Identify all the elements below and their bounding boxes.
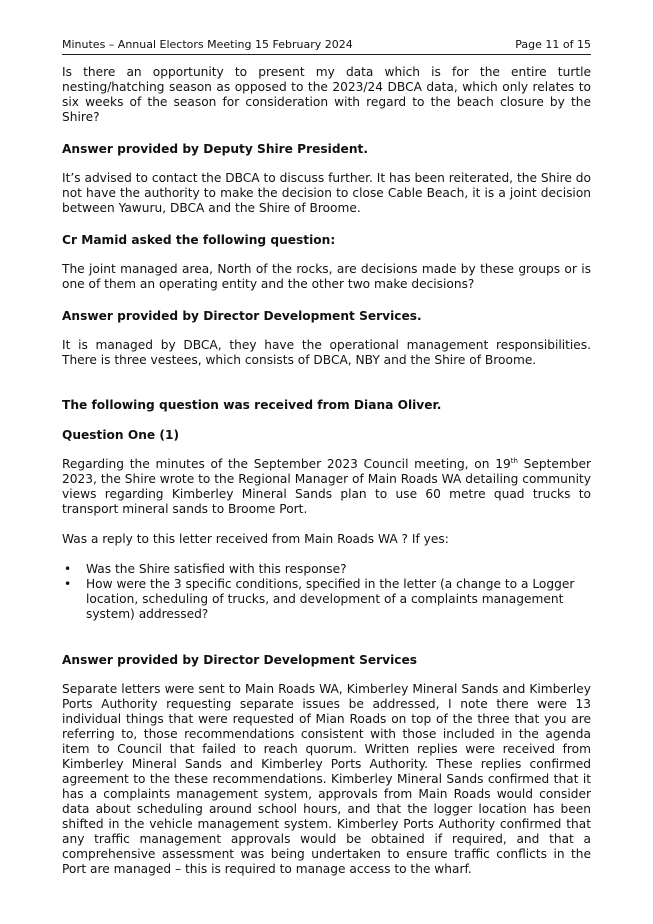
question-paragraph: Was a reply to this letter received from Main Roads WA ? If yes:: [62, 532, 449, 546]
answer-heading: Answer provided by Deputy Shire President.: [62, 142, 368, 156]
answer-paragraph: It’s advised to contact the DBCA to discuss further. It has been reiterated, the Shire do not have the authority to make the decision to close Cable Beach, it is a joint decision between Yawuru, DBCA and the Shire of Broome.: [62, 171, 591, 215]
question-paragraph: Is there an opportunity to present my data which is for the entire turtle nesting/hatching season as opposed to the 2023/24 DBCA data, which only relates to six weeks of the season for consideration with regard to the beach closure by the Shire?: [62, 65, 591, 124]
question-bullet-list: [62, 562, 591, 622]
bullet-icon: •: [64, 562, 72, 576]
bullet-icon: •: [64, 577, 72, 591]
question-text-start: Regarding the minutes of the September 2023 Council meeting, on 19: [62, 457, 511, 471]
list-item: [62, 577, 591, 622]
answer-heading: Answer provided by Director Development Services.: [62, 309, 422, 323]
answer-paragraph: Separate letters were sent to Main Roads WA, Kimberley Mineral Sands and Kimberley Ports Authority requesting separate issues be addressed, I note there were 13 individual things that were requested of Mian Roads on top of the three that you are referring to, those recommendations consistent with those included in the agenda item to Council that failed to reach quorum. Written replies were received from Kimberley Mineral Sands and Kimberley Ports Authority. These replies confirmed agreement to the these recommendations. Kimberley Mineral Sands confirmed that it has a complaints management system, approvals from Main Roads would consider data about scheduling around school hours, and that the logger location has been shifted in the vehicle management system. Kimberley Ports Authority confirmed that any traffic management approvals would be obtained if required, and that a comprehensive assessment was being undertaken to ensure traffic conflicts in the Port are managed – this is required to manage access to the wharf.: [62, 682, 591, 876]
page-number: Page 11 of 15: [515, 38, 591, 51]
question-paragraph: The joint managed area, North of the rocks, are decisions made by these groups or is one of them an operating entity and the other two make decisions?: [62, 262, 591, 291]
section-heading: The following question was received from Diana Oliver.: [62, 398, 442, 412]
list-item: [62, 562, 591, 577]
answer-paragraph: It is managed by DBCA, they have the operational management responsibilities. There is three vestees, which consists of DBCA, NBY and the Shire of Broome.: [62, 338, 591, 367]
question-heading: Cr Mamid asked the following question:: [62, 233, 336, 247]
question-text-end: September 2023, the Shire wrote to the Regional Manager of Main Roads WA detailing community views regarding Kimberley Mineral Sands plan to use 60 metre quad trucks to transport mineral sands to Broome Port.: [62, 457, 591, 516]
page-header: [62, 38, 591, 55]
question-paragraph: [62, 457, 591, 517]
ordinal-suffix: th: [510, 456, 518, 465]
header-title: Minutes – Annual Electors Meeting 15 February 2024: [62, 38, 353, 51]
question-number-heading: Question One (1): [62, 428, 180, 442]
list-item-text: Was the Shire satisfied with this response?: [86, 562, 347, 576]
list-item-text: How were the 3 specific conditions, specified in the letter (a change to a Logger location, scheduling of trucks, and development of a complaints management system) addressed?: [86, 577, 575, 621]
answer-heading: Answer provided by Director Development Services: [62, 653, 417, 667]
document-body: [62, 64, 591, 877]
